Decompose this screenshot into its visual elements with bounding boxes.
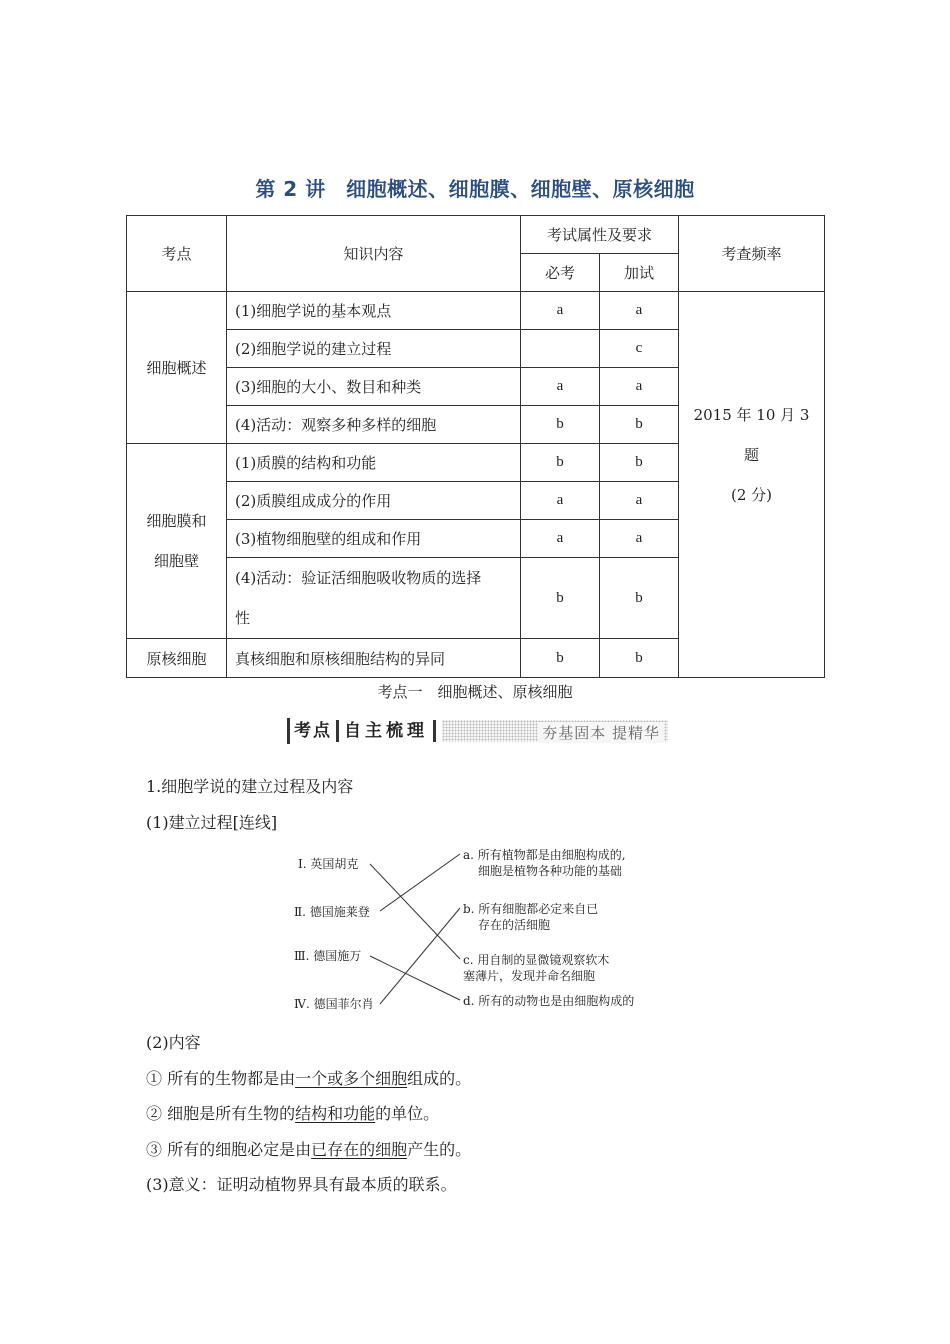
statement-a-line1: a. 所有植物都是由细胞构成的, [463,848,626,862]
required-cell: a [521,520,600,558]
content-line2: 性 [235,609,251,627]
frequency-line2: (2 分) [731,485,773,504]
scientist-schleiden: Ⅱ. 德国施莱登 [294,905,370,919]
content-item-3 [146,1137,471,1160]
content-cell: (3)细胞的大小、数目和种类 [227,368,521,406]
scientist-hooke: Ⅰ. 英国胡克 [298,857,359,871]
frequency-line1: 2015 年 10 月 3 题 [693,405,810,464]
heading-cell-theory: 1.细胞学说的建立过程及内容 [146,777,354,796]
item2-answer: 结构和功能 [295,1104,376,1123]
banner-motto: 夯基固本 提精华 [538,722,664,743]
scientist-schwann: Ⅲ. 德国施万 [294,949,362,963]
frequency-cell [679,292,825,678]
extra-cell: b [600,444,679,482]
header-extra: 加试 [600,254,679,292]
required-cell: b [521,406,600,444]
statement-c-line2: 塞薄片，发现并命名细胞 [463,969,596,983]
header-topic: 考点 [127,216,227,292]
required-cell: a [521,292,600,330]
section-caption: 考点一 细胞概述、原核细胞 [377,683,573,701]
item1-prefix: ① 所有的生物都是由 [146,1069,296,1088]
extra-cell: b [600,406,679,444]
item2-suffix: 的单位。 [375,1104,440,1123]
content-item-2 [146,1101,439,1124]
extra-cell: a [600,482,679,520]
content-cell: (1)细胞学说的基本观点 [227,292,521,330]
section-banner [287,718,668,744]
required-cell: b [521,639,600,678]
item1-suffix: 组成的。 [407,1069,472,1088]
statement-b-line2: 存在的活细胞 [478,918,551,932]
item2-prefix: ② 细胞是所有生物的 [146,1104,296,1123]
match-line-ii-a [380,854,460,911]
page-title: 第 2 讲 细胞概述、细胞膜、细胞壁、原核细胞 [255,177,695,201]
banner-dotted-band [442,720,668,742]
extra-cell: c [600,330,679,368]
required-cell: a [521,482,600,520]
content-cell: (1)质膜的结构和功能 [227,444,521,482]
match-line-iv-b [380,908,460,1004]
content-line1: (4)活动：验证活细胞吸收物质的选择 [235,569,482,587]
requirements-table [126,215,825,678]
topic-line1: 细胞膜和 [146,512,207,530]
content-cell: (3)植物细胞壁的组成和作用 [227,520,521,558]
banner-tag-zizhu: 自主梳理 [339,720,436,742]
item1-answer: 一个或多个细胞 [295,1069,408,1088]
header-content: 知识内容 [227,216,521,292]
content-cell: (2)细胞学说的建立过程 [227,330,521,368]
header-required: 必考 [521,254,600,292]
topic-line2: 细胞壁 [153,552,199,570]
content-cell: (2)质膜组成成分的作用 [227,482,521,520]
topic-cell: 原核细胞 [127,639,227,678]
content-item-1 [146,1066,471,1089]
extra-cell: a [600,520,679,558]
topic-cell: 细胞概述 [127,292,227,444]
scientist-virchow: Ⅳ. 德国菲尔肖 [294,997,374,1011]
required-cell: a [521,368,600,406]
item3-suffix: 产生的。 [407,1140,472,1159]
item3-answer: 已存在的细胞 [311,1140,408,1159]
required-cell: b [521,444,600,482]
content-cell [227,558,521,639]
content-cell: (4)活动：观察多种多样的细胞 [227,406,521,444]
match-line-i-c [370,864,460,959]
required-cell: b [521,558,600,639]
sub-heading-process: (1)建立过程[连线] [146,813,278,832]
required-cell [521,330,600,368]
content-cell: 真核细胞和原核细胞结构的异同 [227,639,521,678]
extra-cell: a [600,368,679,406]
extra-cell: b [600,558,679,639]
statement-d-line1: d. 所有的动物也是由细胞构成的 [463,994,635,1008]
item3-prefix: ③ 所有的细胞必定是由 [146,1140,312,1159]
significance-line: (3)意义：证明动植物界具有最本质的联系。 [146,1175,457,1194]
statement-a-line2: 细胞是植物各种功能的基础 [478,864,623,878]
sub-heading-content: (2)内容 [146,1033,201,1052]
topic-cell [127,444,227,639]
banner-tag-kaodian: 考点 [290,720,339,742]
header-frequency: 考查频率 [679,216,825,292]
header-requirements: 考试属性及要求 [521,216,679,254]
matching-diagram [280,842,680,1020]
statement-c-line1: c. 用自制的显微镜观察软木 [463,953,610,967]
statement-b-line1: b. 所有细胞都必定来自已 [463,902,599,916]
extra-cell: b [600,639,679,678]
extra-cell: a [600,292,679,330]
